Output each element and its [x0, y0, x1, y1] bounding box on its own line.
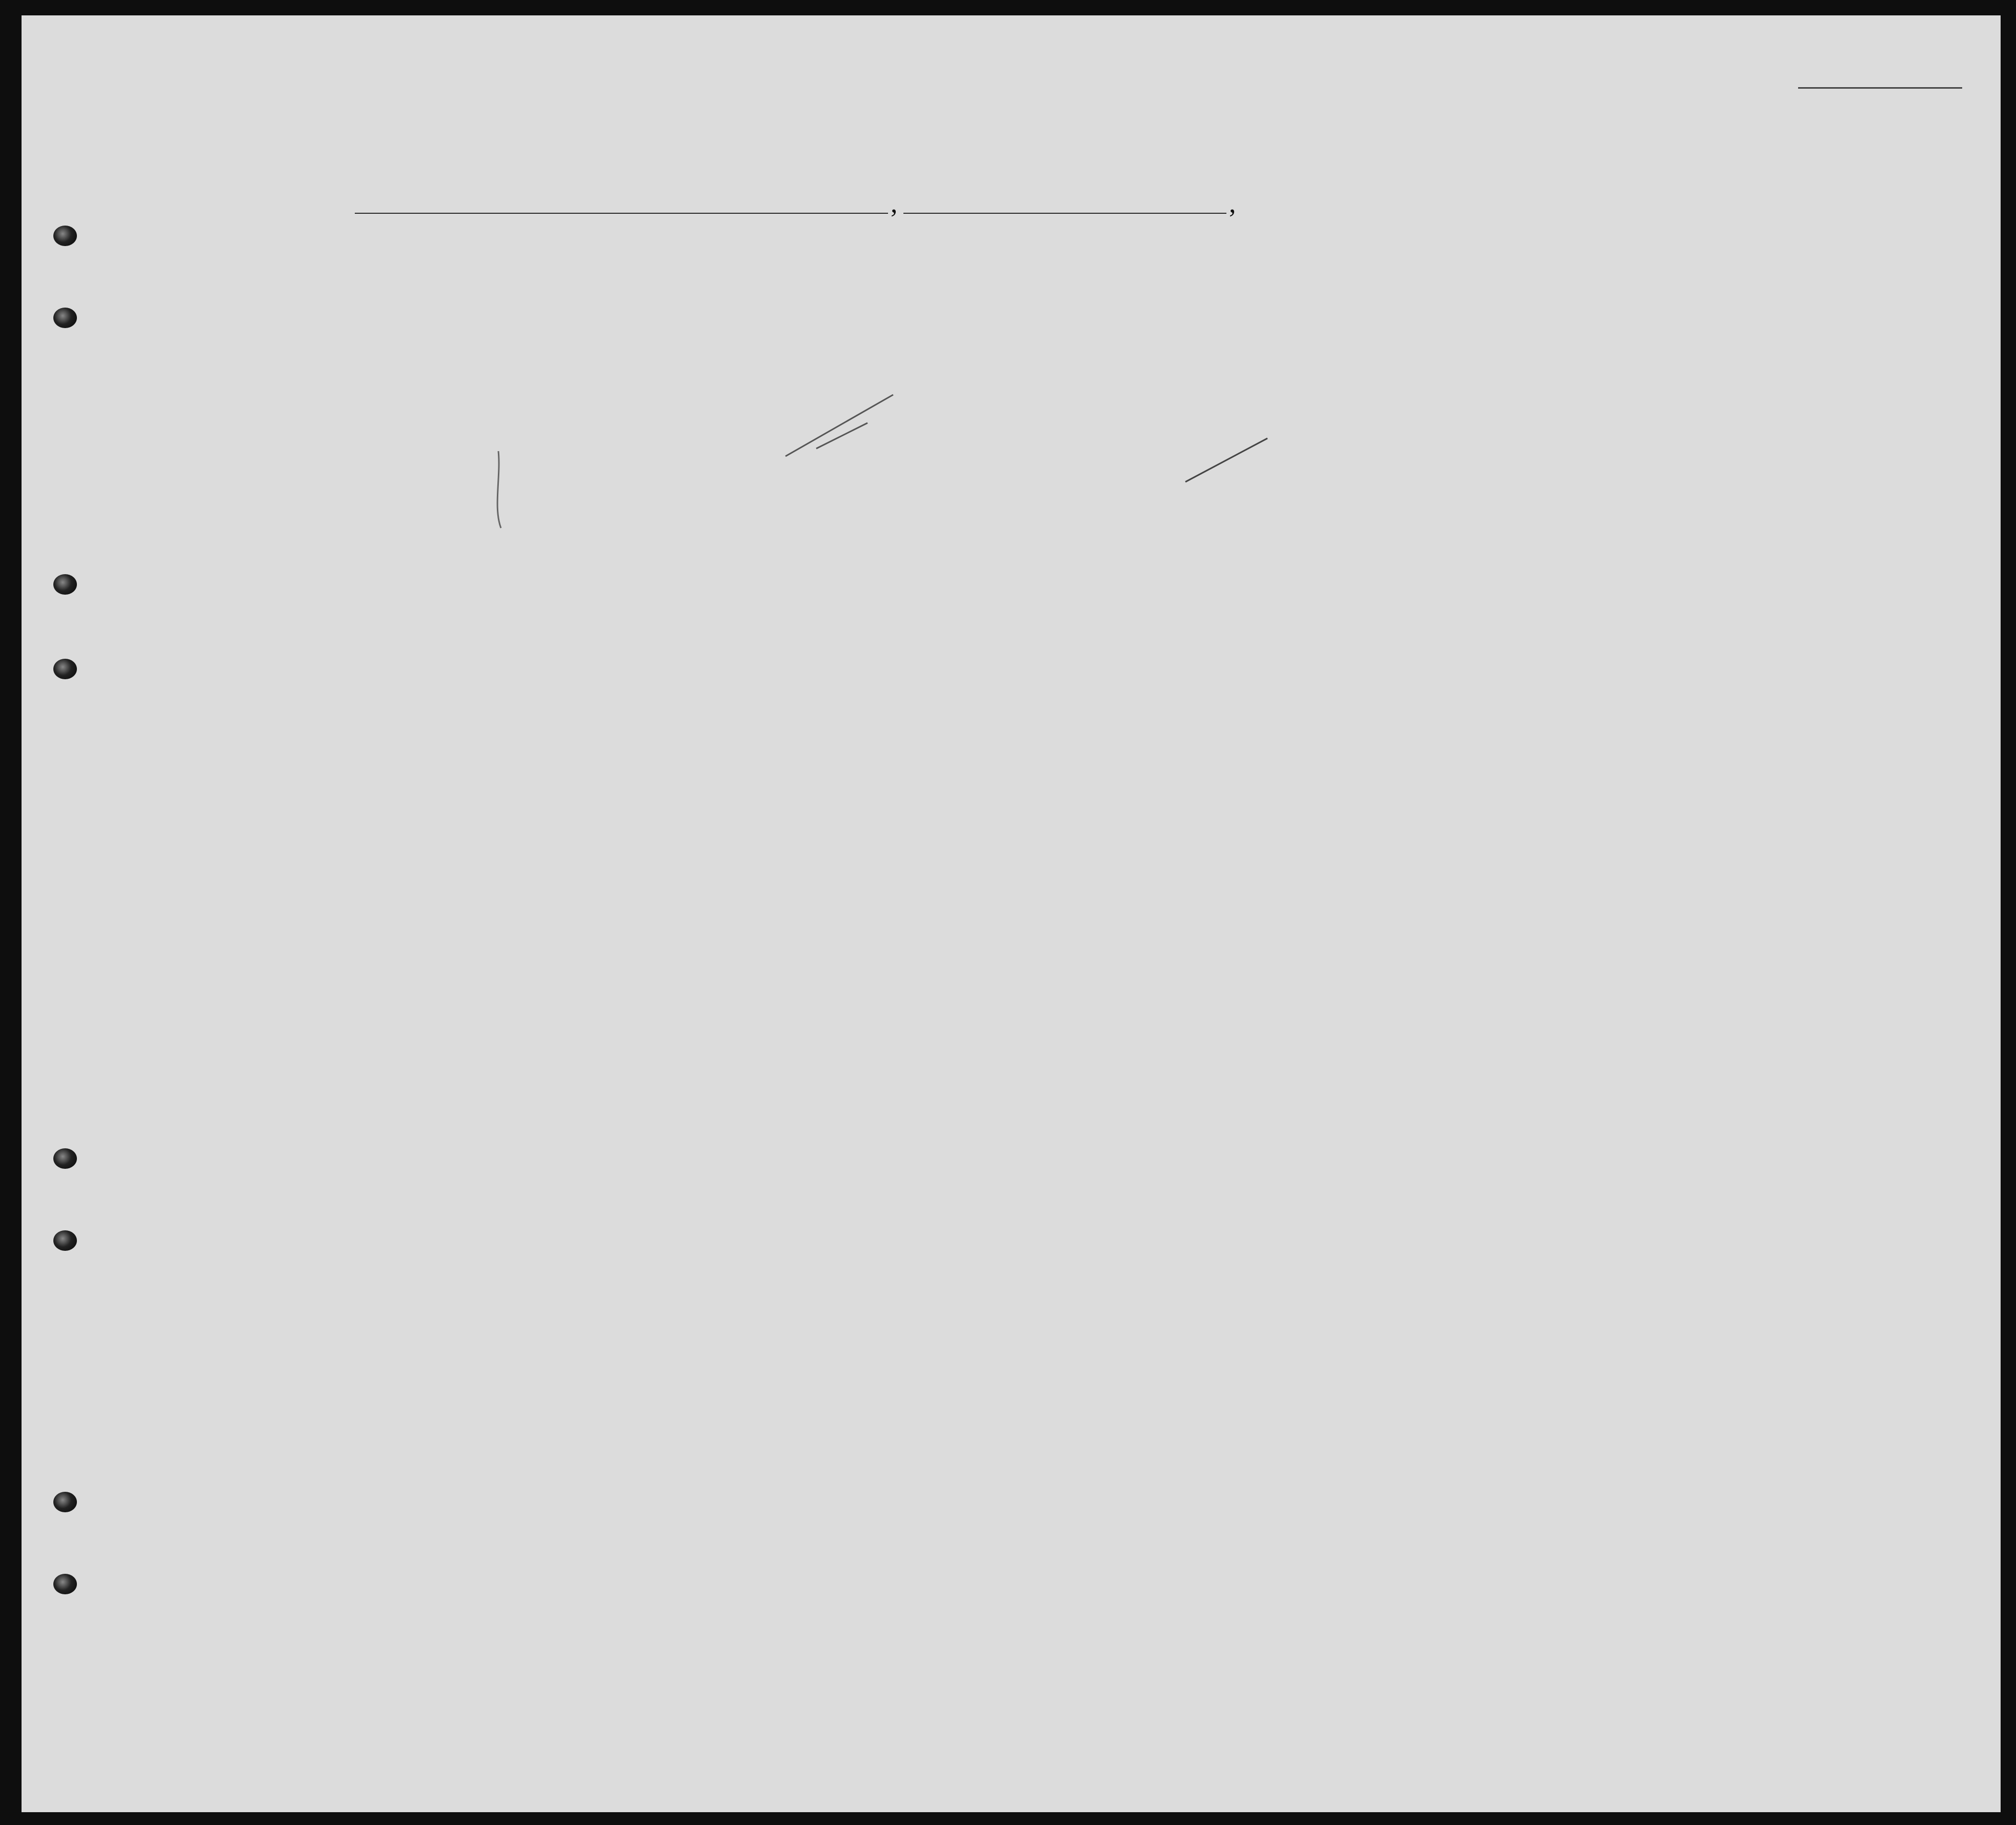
punch-hole [53, 659, 77, 679]
punch-hole [53, 308, 77, 328]
punch-hole [53, 1148, 77, 1169]
pencil-check-2 [816, 423, 868, 449]
handwritten-stroke [497, 451, 501, 528]
pencil-check-3 [1185, 438, 1267, 482]
pencil-check-1 [785, 395, 893, 456]
punch-hole [53, 574, 77, 595]
punch-hole [53, 1230, 77, 1251]
pencil-strokes [22, 15, 2001, 1812]
punch-hole [53, 1492, 77, 1512]
punch-hole [53, 226, 77, 246]
comma: , [891, 188, 898, 218]
comma2: , [1229, 188, 1236, 218]
manifest-sheet [22, 15, 2001, 1812]
punch-hole [53, 1574, 77, 1594]
